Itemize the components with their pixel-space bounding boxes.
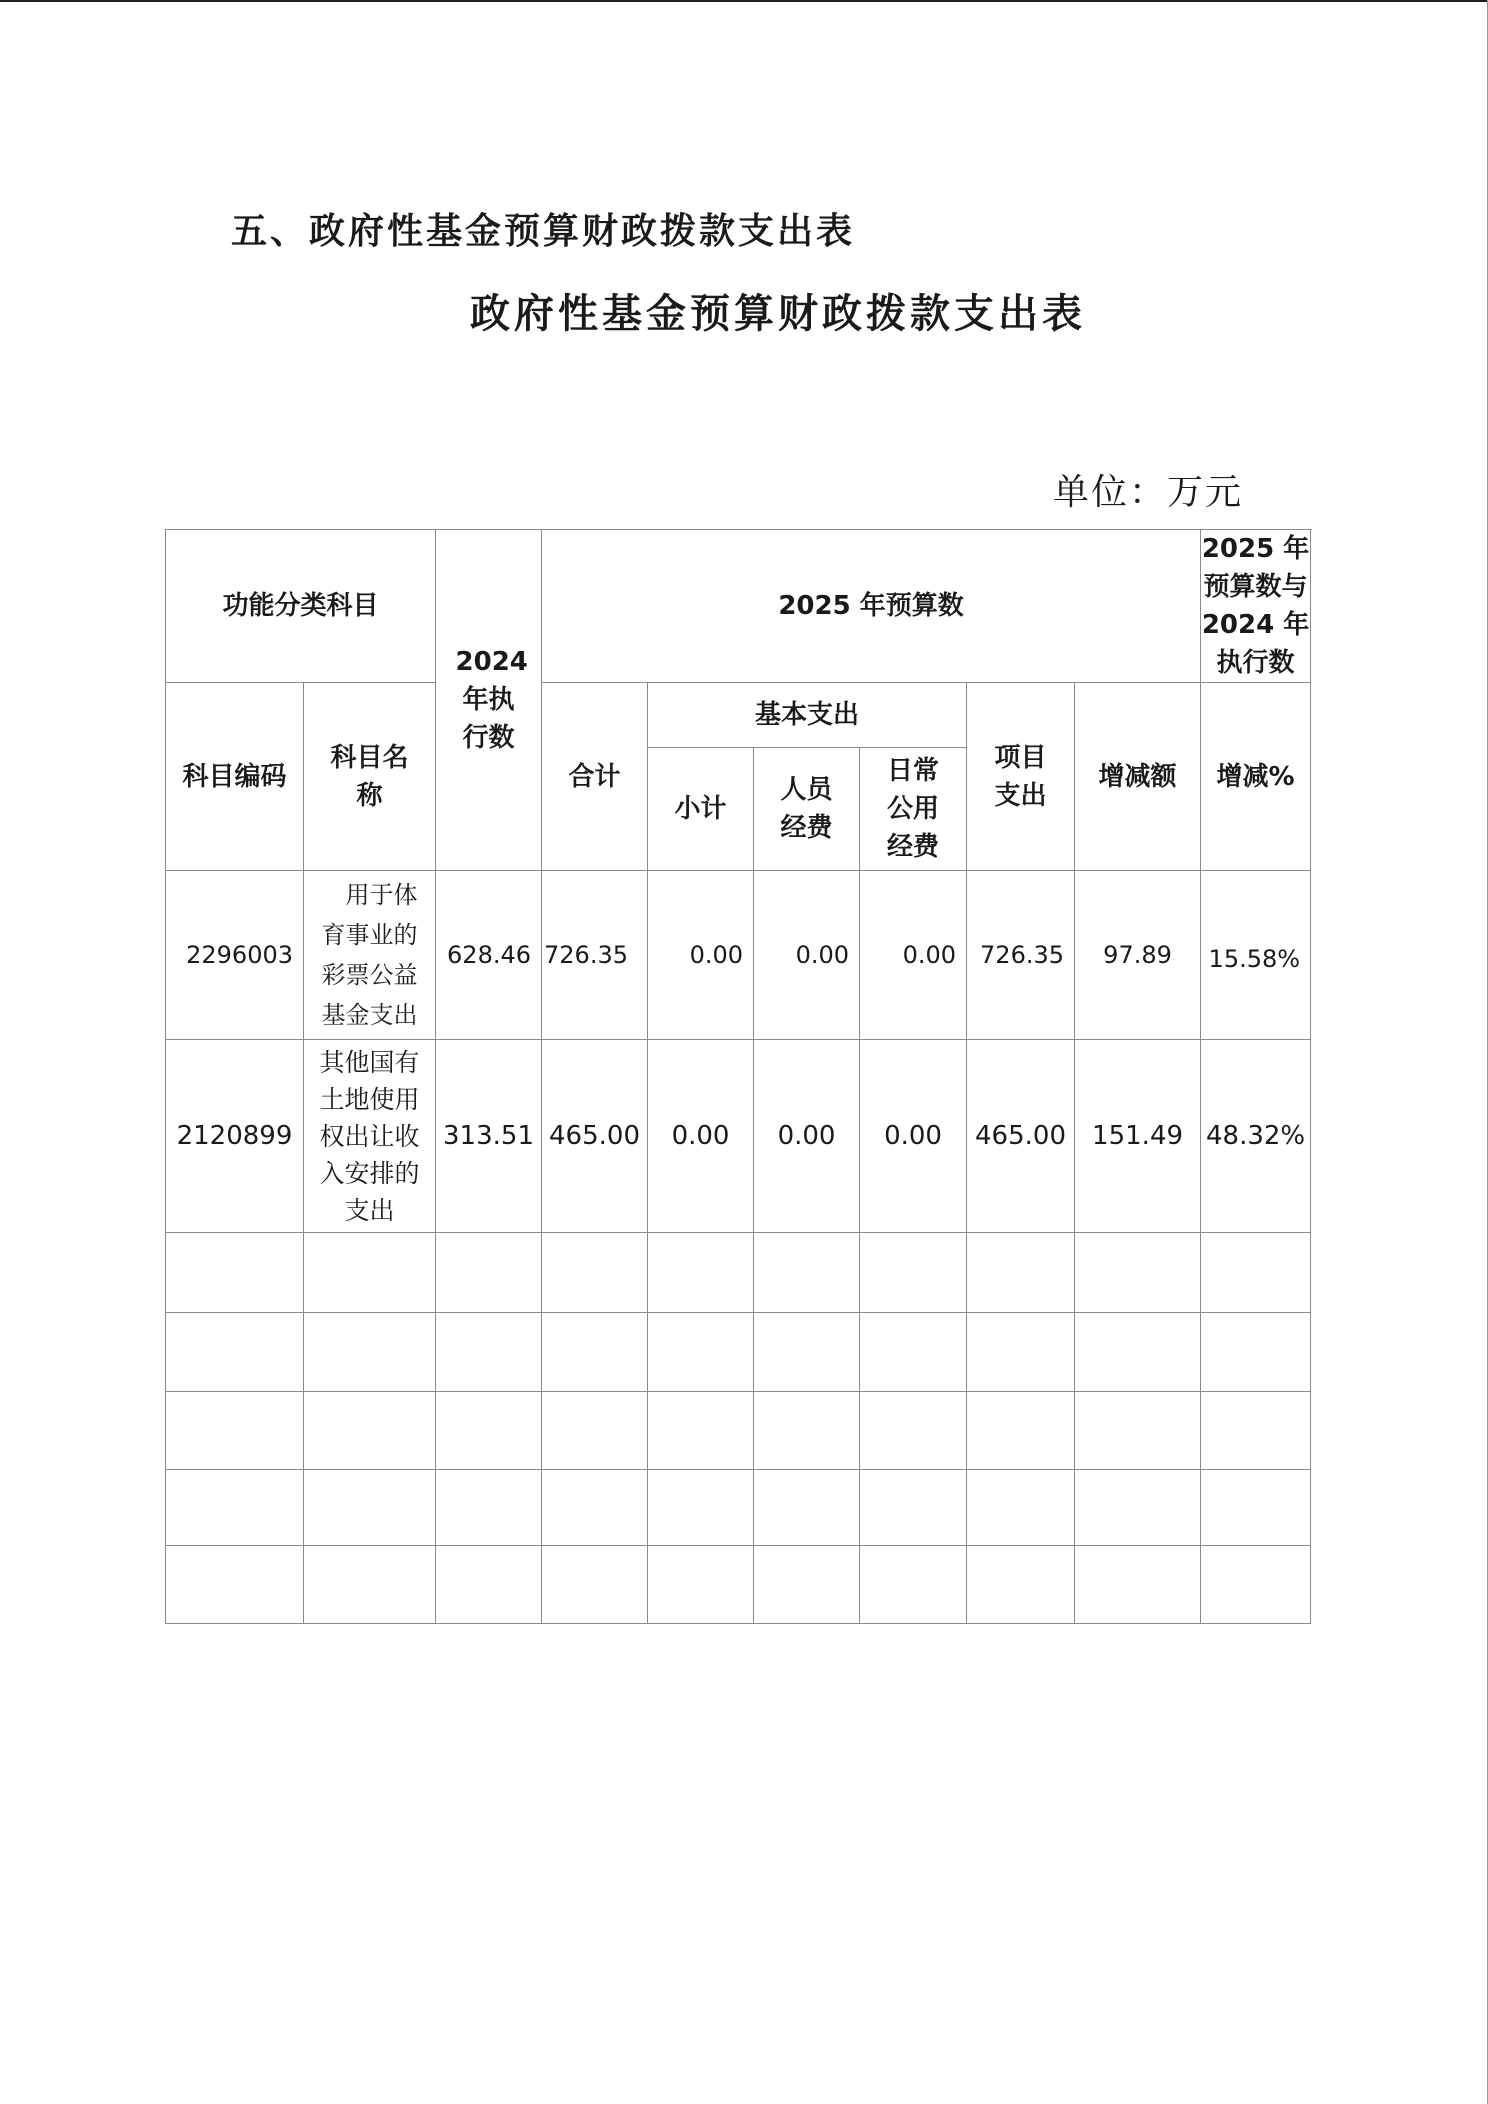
cell-project: 465.00: [967, 1040, 1075, 1233]
empty-cell: [967, 1470, 1075, 1546]
empty-cell: [542, 1546, 648, 1624]
header-functional-category: [166, 530, 436, 683]
empty-cell: [648, 1546, 754, 1624]
header-row-2: [166, 683, 1311, 748]
empty-cell: [754, 1313, 860, 1392]
cell-total: 465.00: [542, 1040, 648, 1233]
empty-cell: [166, 1313, 304, 1392]
cell-code: 2120899: [166, 1040, 304, 1233]
empty-cell: [436, 1546, 542, 1624]
empty-cell: [542, 1470, 648, 1546]
header-basic-expenditure: [648, 683, 967, 748]
cell-change-pct: 48.32%: [1201, 1040, 1311, 1233]
empty-cell: [1075, 1392, 1201, 1470]
header-budget-2025: [542, 530, 1201, 683]
empty-cell: [542, 1233, 648, 1313]
empty-cell: [542, 1392, 648, 1470]
empty-cell: [1201, 1313, 1311, 1392]
empty-cell: [166, 1470, 304, 1546]
header-change-pct-label: 增减%: [1216, 761, 1295, 792]
header-total: [542, 683, 648, 871]
empty-cell: [304, 1470, 436, 1546]
cell-public-daily: 0.00: [860, 1040, 967, 1233]
header-total-label: 合计: [568, 761, 621, 792]
header-exec-2024: [436, 530, 542, 871]
header-subtotal: [648, 748, 754, 871]
header-subject-code: [166, 683, 304, 871]
empty-row: [166, 1470, 1311, 1546]
section-heading: 五、政府性基金预算财政拨款支出表: [231, 211, 856, 252]
empty-cell: [166, 1546, 304, 1624]
empty-cell: [1075, 1233, 1201, 1313]
cell-name-text: 用于体育事业的彩票公益基金支出: [321, 881, 418, 1029]
empty-cell: [304, 1313, 436, 1392]
empty-row: [166, 1392, 1311, 1470]
empty-cell: [436, 1313, 542, 1392]
page-title: 政府性基金预算财政拨款支出表: [470, 291, 1086, 337]
cell-public-daily: 0.00: [860, 871, 967, 1040]
header-personnel-label: 人员经费: [780, 775, 833, 843]
empty-cell: [648, 1470, 754, 1546]
cell-name-text: 其他国有土地使用权出让收入安排的支出: [319, 1047, 420, 1225]
empty-cell: [1075, 1546, 1201, 1624]
empty-cell: [860, 1546, 967, 1624]
empty-cell: [1201, 1546, 1311, 1624]
cell-subtotal: 0.00: [648, 871, 754, 1040]
table-row: [166, 871, 1311, 1040]
empty-cell: [166, 1233, 304, 1313]
empty-cell: [754, 1233, 860, 1313]
header-project-expenditure: [967, 683, 1075, 871]
header-comparison: [1201, 530, 1311, 683]
empty-cell: [860, 1233, 967, 1313]
header-row-1: [166, 530, 1311, 683]
header-comparison-label: 2025 年预算数与 2024 年执行数: [1201, 534, 1310, 678]
empty-row: [166, 1313, 1311, 1392]
empty-cell: [860, 1470, 967, 1546]
header-change-amount-label: 增减额: [1098, 761, 1177, 792]
empty-cell: [1201, 1392, 1311, 1470]
cell-personnel: 0.00: [754, 1040, 860, 1233]
cell-exec-2024: 313.51: [436, 1040, 542, 1233]
empty-cell: [436, 1470, 542, 1546]
header-functional-category-label: 功能分类科目: [222, 591, 379, 621]
empty-cell: [1201, 1470, 1311, 1546]
empty-cell: [1075, 1313, 1201, 1392]
empty-cell: [754, 1470, 860, 1546]
header-subject-code-label: 科目编码: [182, 761, 287, 792]
budget-table: [165, 529, 1311, 1624]
empty-cell: [304, 1546, 436, 1624]
header-subject-name-label: 科目名称: [330, 742, 409, 811]
header-public-daily-label: 日常公用经费: [887, 756, 940, 862]
empty-cell: [436, 1233, 542, 1313]
header-public-daily: [860, 748, 967, 871]
empty-cell: [304, 1392, 436, 1470]
empty-cell: [436, 1392, 542, 1470]
header-subtotal-label: 小计: [674, 794, 727, 824]
empty-cell: [754, 1392, 860, 1470]
table-row: [166, 1040, 1311, 1233]
unit-label: 单位：万元: [1053, 472, 1244, 513]
empty-cell: [754, 1546, 860, 1624]
cell-name: [304, 1040, 436, 1233]
header-budget-2025-label: 2025 年预算数: [778, 591, 964, 621]
cell-total: 726.35: [542, 871, 648, 1040]
empty-row: [166, 1546, 1311, 1624]
empty-cell: [648, 1392, 754, 1470]
header-subject-name: [304, 683, 436, 871]
cell-personnel: 0.00: [754, 871, 860, 1040]
cell-code: 2296003: [166, 871, 304, 1040]
cell-project: 726.35: [967, 871, 1075, 1040]
header-personnel: [754, 748, 860, 871]
empty-cell: [860, 1392, 967, 1470]
empty-cell: [967, 1233, 1075, 1313]
cell-exec-2024: 628.46: [436, 871, 542, 1040]
empty-cell: [967, 1546, 1075, 1624]
cell-name: [304, 871, 436, 1040]
empty-cell: [860, 1313, 967, 1392]
empty-cell: [166, 1392, 304, 1470]
cell-change-pct: 15.58%: [1201, 871, 1311, 1040]
empty-cell: [542, 1313, 648, 1392]
cell-change-amount: 151.49: [1075, 1040, 1201, 1233]
empty-cell: [1075, 1470, 1201, 1546]
empty-row: [166, 1233, 1311, 1313]
header-change-pct: [1201, 683, 1311, 871]
empty-cell: [967, 1313, 1075, 1392]
cell-change-amount: 97.89: [1075, 871, 1201, 1040]
header-exec-2024-label: 2024 年执行数: [455, 647, 528, 753]
empty-cell: [967, 1392, 1075, 1470]
header-change-amount: [1075, 683, 1201, 871]
empty-cell: [648, 1313, 754, 1392]
cell-subtotal: 0.00: [648, 1040, 754, 1233]
empty-cell: [648, 1233, 754, 1313]
empty-cell: [1201, 1233, 1311, 1313]
page-top-border: [0, 0, 1488, 2]
header-project-expenditure-label: 项目支出: [994, 742, 1047, 811]
empty-cell: [304, 1233, 436, 1313]
header-basic-expenditure-label: 基本支出: [755, 700, 860, 730]
